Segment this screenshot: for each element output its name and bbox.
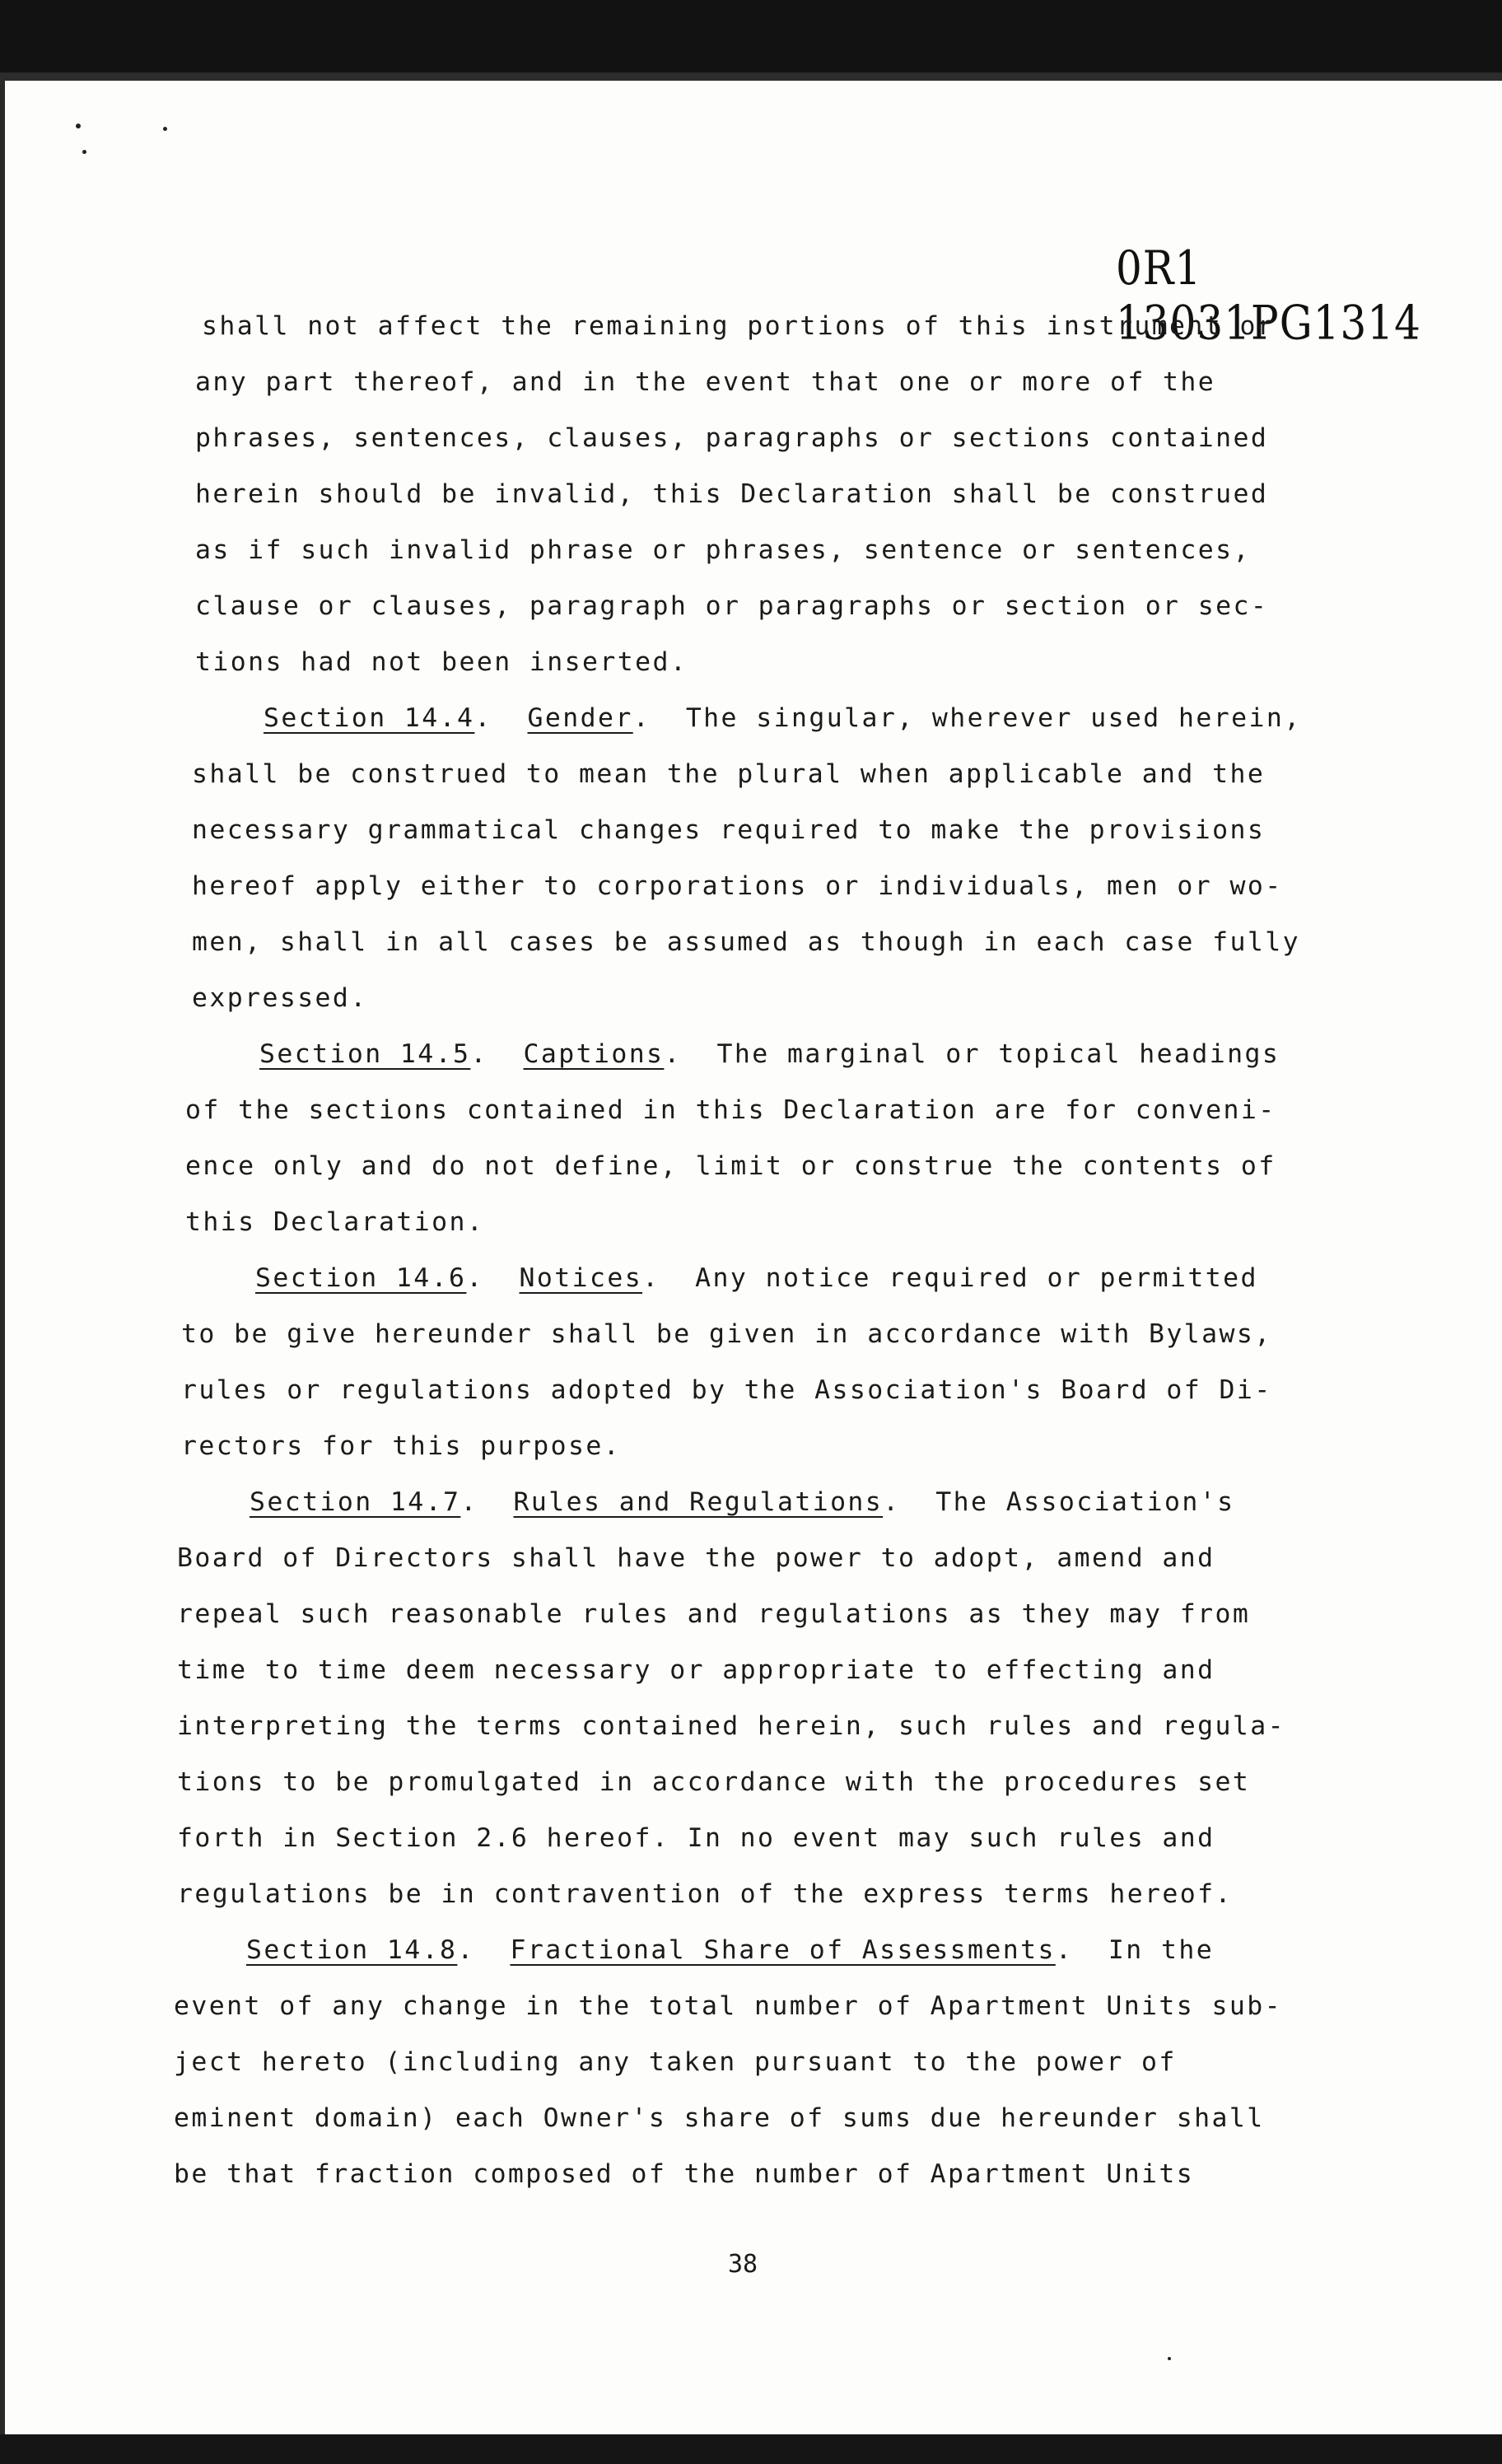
text-line: rectors for this purpose. xyxy=(181,1431,622,1461)
text-line: herein should be invalid, this Declaration shall be construed xyxy=(195,479,1269,509)
section-heading-14-4: Section 14.4. Gender. The singular, wherever used herein, xyxy=(264,703,1302,733)
section-lead: The marginal or topical headings xyxy=(716,1039,1280,1069)
section-heading-14-6: Section 14.6. Notices. Any notice required or permitted xyxy=(255,1263,1258,1293)
section-heading-14-5: Section 14.5. Captions. The marginal or topical headings xyxy=(259,1039,1280,1069)
section-title: Fractional Share of Assessments xyxy=(510,1935,1056,1965)
text-line: ject hereto (including any taken pursuant to the power of xyxy=(174,2047,1177,2077)
text-line: any part thereof, and in the event that one or more of the xyxy=(195,367,1216,397)
text-line: be that fraction composed of the number of Apartment Units xyxy=(174,2159,1195,2189)
section-lead: The Association's xyxy=(935,1487,1235,1517)
text-line: Board of Directors shall have the power to adopt, amend and xyxy=(177,1543,1215,1573)
text-line: to be give hereunder shall be given in accordance with Bylaws, xyxy=(181,1319,1272,1349)
text-line: shall be construed to mean the plural when applicable and the xyxy=(192,759,1266,789)
scan-bottom-edge xyxy=(0,2434,1502,2464)
text-line: men, shall in all cases be assumed as though in each case fully xyxy=(192,927,1300,957)
scan-speck xyxy=(76,124,81,128)
text-line: this Declaration. xyxy=(185,1207,485,1237)
text-line: of the sections contained in this Declaration are for conveni- xyxy=(185,1095,1276,1125)
text-line: as if such invalid phrase or phrases, sentence or sentences, xyxy=(195,535,1251,565)
section-title: Notices xyxy=(519,1263,643,1293)
scan-speck xyxy=(1168,2357,1171,2360)
scan-top-edge xyxy=(0,0,1502,81)
text-line: eminent domain) each Owner's share of sums due hereunder shall xyxy=(174,2103,1265,2133)
text-line: time to time deem necessary or appropriate to effecting and xyxy=(177,1655,1215,1685)
section-lead: Any notice required or permitted xyxy=(695,1263,1258,1293)
text-line: tions to be promulgated in accordance with the procedures set xyxy=(177,1767,1251,1797)
text-line: rules or regulations adopted by the Association's Board of Di- xyxy=(181,1375,1272,1405)
text-line: hereof apply either to corporations or individuals, men or wo- xyxy=(192,871,1283,901)
section-number: Section 14.5 xyxy=(259,1039,471,1069)
section-title: Captions xyxy=(523,1039,665,1069)
section-number: Section 14.6 xyxy=(255,1263,467,1293)
section-lead: The singular, wherever used herein, xyxy=(685,703,1302,733)
scan-speck xyxy=(82,150,86,154)
section-number: Section 14.8 xyxy=(246,1935,458,1965)
text-line: regulations be in contravention of the express terms hereof. xyxy=(177,1879,1233,1909)
section-heading-14-8: Section 14.8. Fractional Share of Assessments. In the xyxy=(246,1935,1215,1965)
text-line: interpreting the terms contained herein, such rules and regula- xyxy=(177,1711,1285,1741)
page-number: 38 xyxy=(728,2250,758,2279)
section-number: Section 14.7 xyxy=(250,1487,461,1517)
section-heading-14-7: Section 14.7. Rules and Regulations. The Association's xyxy=(250,1487,1235,1517)
scan-left-edge xyxy=(0,81,5,2434)
section-title: Rules and Regulations xyxy=(513,1487,884,1517)
document-number: 0R1 13031PG1314 xyxy=(1116,240,1421,351)
scan-speck xyxy=(163,127,167,131)
text-line: tions had not been inserted. xyxy=(195,647,688,677)
text-line: expressed. xyxy=(192,983,368,1013)
text-line: forth in Section 2.6 hereof. In no event may such rules and xyxy=(177,1823,1215,1853)
text-line: shall not affect the remaining portions of this instrument or xyxy=(202,311,1276,341)
section-title: Gender xyxy=(527,703,633,733)
text-line: repeal such reasonable rules and regulations as they may from xyxy=(177,1599,1251,1629)
text-line: ence only and do not define, limit or construe the contents of xyxy=(185,1151,1276,1181)
text-line: phrases, sentences, clauses, paragraphs or sections contained xyxy=(195,423,1269,453)
text-line: clause or clauses, paragraph or paragraphs or section or sec- xyxy=(195,591,1269,621)
text-line: necessary grammatical changes required to make the provisions xyxy=(192,815,1266,845)
section-lead: In the xyxy=(1108,1935,1215,1965)
text-line: event of any change in the total number of Apartment Units sub- xyxy=(174,1991,1282,2021)
section-number: Section 14.4 xyxy=(264,703,475,733)
